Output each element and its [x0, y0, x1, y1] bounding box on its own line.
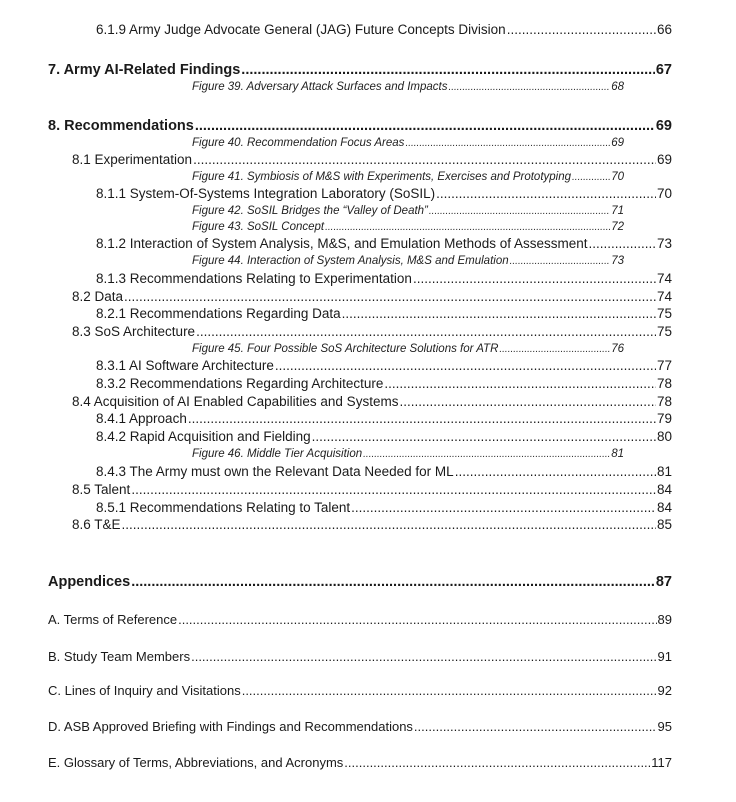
toc-entry-8-5[interactable] [72, 481, 672, 499]
toc-entry-8-1-1[interactable] [96, 185, 672, 203]
toc-entry-title: 8.5 Talent [72, 482, 131, 497]
toc-figure-title: Figure 40. Recommendation Focus Areas [192, 137, 405, 149]
toc-entry-page: 75 [656, 306, 672, 321]
toc-entry-page: 75 [656, 324, 672, 339]
toc-figure-page: 69 [611, 137, 624, 149]
leader-dots [413, 270, 656, 288]
toc-entry-page: 77 [656, 358, 672, 373]
toc-figure-page: 72 [611, 221, 624, 233]
toc-entry-title: 8.2.1 Recommendations Regarding Data [96, 306, 341, 321]
toc-entry-page: 81 [656, 464, 672, 479]
toc-appendix-title: C. Lines of Inquiry and Visitations [48, 683, 241, 698]
leader-dots [436, 185, 656, 203]
toc-entry-8-3[interactable] [72, 323, 672, 341]
toc-entry-8-2[interactable] [72, 288, 672, 306]
toc-appendix-page: 95 [657, 719, 672, 734]
leader-dots [312, 428, 656, 446]
toc-section-page: 87 [655, 574, 672, 590]
leader-dots [131, 572, 655, 592]
toc-entry-page: 78 [656, 394, 672, 409]
toc-entry-8-5-1[interactable] [96, 499, 672, 517]
leader-dots [325, 220, 610, 235]
toc-entry-page: 69 [656, 152, 672, 167]
toc-section-title: 8. Recommendations [48, 118, 194, 134]
leader-dots [405, 136, 610, 151]
toc-entry-8-1-2[interactable] [96, 235, 672, 253]
toc-entry-title: 8.1.3 Recommendations Relating to Experimentation [96, 271, 412, 286]
toc-figure-43[interactable] [192, 220, 624, 235]
toc-section-appendices[interactable] [48, 572, 672, 592]
leader-dots [572, 170, 610, 185]
leader-dots [193, 151, 656, 169]
toc-entry-page: 84 [656, 500, 672, 515]
leader-dots [188, 410, 656, 428]
toc-entry-8-1[interactable] [72, 151, 672, 169]
toc-entry-title: 8.1.2 Interaction of System Analysis, M&S, and Emulation Methods of Assessment [96, 236, 588, 251]
leader-dots [455, 463, 656, 481]
toc-entry-page: 78 [656, 376, 672, 391]
leader-dots [131, 481, 656, 499]
toc-entry-page: 85 [656, 517, 672, 532]
toc-figure-page: 71 [611, 205, 624, 217]
toc-figure-page: 81 [611, 448, 624, 460]
toc-entry-8-1-3[interactable] [96, 270, 672, 288]
toc-entry-title: 8.1 Experimentation [72, 152, 193, 167]
toc-figure-title: Figure 46. Middle Tier Acquisition [192, 448, 363, 460]
leader-dots [384, 375, 656, 393]
toc-appendix-page: 117 [651, 755, 672, 770]
toc-figure-page: 68 [611, 81, 624, 93]
toc-section-page: 67 [655, 62, 672, 78]
toc-figure-page: 73 [611, 255, 624, 267]
leader-dots [507, 21, 656, 39]
toc-entry-title: 8.5.1 Recommendations Relating to Talent [96, 500, 351, 515]
toc-entry-8-3-1[interactable] [96, 357, 672, 375]
toc-entry-8-4-2[interactable] [96, 428, 672, 446]
toc-figure-title: Figure 41. Symbiosis of M&S with Experiments, Exercises and Prototyping [192, 171, 572, 183]
toc-entry-title: 8.2 Data [72, 289, 124, 304]
leader-dots [275, 357, 656, 375]
toc-figure-46[interactable] [192, 447, 624, 462]
toc-entry-title: 6.1.9 Army Judge Advocate General (JAG) Future Concepts Division [96, 22, 506, 37]
toc-section-8[interactable] [48, 116, 672, 136]
toc-figure-41[interactable] [192, 170, 624, 185]
leader-dots [344, 754, 650, 772]
toc-appendix-title: E. Glossary of Terms, Abbreviations, and Acronyms [48, 755, 344, 770]
toc-figure-page: 70 [611, 171, 624, 183]
toc-entry-title: 8.3.1 AI Software Architecture [96, 358, 274, 373]
toc-entry-page: 74 [656, 289, 672, 304]
toc-appendix-c[interactable] [48, 682, 672, 700]
toc-entry-page: 66 [656, 22, 672, 37]
toc-appendix-title: A. Terms of Reference [48, 612, 178, 627]
toc-entry-8-4-3[interactable] [96, 463, 672, 481]
leader-dots [414, 718, 657, 736]
leader-dots [448, 80, 610, 95]
toc-appendix-a[interactable] [48, 611, 672, 629]
toc-entry-8-6[interactable] [72, 516, 672, 534]
leader-dots [351, 499, 656, 517]
toc-entry-title: 8.1.1 System-Of-Systems Integration Laboratory (SoSIL) [96, 186, 436, 201]
toc-entry-8-4[interactable] [72, 393, 672, 411]
toc-appendix-d[interactable] [48, 718, 672, 736]
toc-section-7[interactable] [48, 60, 672, 80]
toc-entry-8-2-1[interactable] [96, 305, 672, 323]
toc-figure-title: Figure 43. SoSIL Concept [192, 221, 325, 233]
toc-section-page: 69 [655, 118, 672, 134]
leader-dots [510, 254, 611, 269]
leader-dots [399, 393, 656, 411]
leader-dots [195, 116, 655, 136]
toc-figure-44[interactable] [192, 254, 624, 269]
toc-section-title: 7. Army AI-Related Findings [48, 62, 241, 78]
leader-dots [342, 305, 656, 323]
toc-figure-title: Figure 45. Four Possible SoS Architecture Solutions for ATR [192, 343, 499, 355]
leader-dots [363, 447, 610, 462]
toc-entry-title: 8.4.3 The Army must own the Relevant Data Needed for ML [96, 464, 454, 479]
toc-section-title: Appendices [48, 574, 131, 590]
toc-entry-page: 84 [656, 482, 672, 497]
leader-dots [241, 60, 655, 80]
toc-entry-page: 80 [656, 429, 672, 444]
toc-figure-title: Figure 39. Adversary Attack Surfaces and Impacts [192, 81, 448, 93]
leader-dots [196, 323, 656, 341]
toc-figure-title: Figure 44. Interaction of System Analysis, M&S and Emulation [192, 255, 509, 267]
leader-dots [124, 288, 656, 306]
leader-dots [429, 204, 610, 219]
toc-entry-8-3-2[interactable] [96, 375, 672, 393]
leader-dots [122, 516, 656, 534]
toc-entry-page: 73 [656, 236, 672, 251]
toc-entry-6-1-9[interactable] [96, 21, 672, 39]
toc-figure-45[interactable] [192, 342, 624, 357]
toc-figure-title: Figure 42. SoSIL Bridges the “Valley of Death” [192, 205, 428, 217]
toc-figure-40[interactable] [192, 136, 624, 151]
toc-appendix-page: 91 [657, 649, 672, 664]
leader-dots [242, 682, 657, 700]
toc-entry-page: 74 [656, 271, 672, 286]
leader-dots [499, 342, 610, 357]
toc-entry-page: 70 [656, 186, 672, 201]
toc-entry-title: 8.3 SoS Architecture [72, 324, 196, 339]
toc-appendix-page: 89 [657, 612, 672, 627]
toc-entry-title: 8.3.2 Recommendations Regarding Architecture [96, 376, 384, 391]
toc-entry-title: 8.6 T&E [72, 517, 121, 532]
toc-appendix-page: 92 [657, 683, 672, 698]
toc-entry-title: 8.4.1 Approach [96, 411, 187, 426]
toc-entry-title: 8.4.2 Rapid Acquisition and Fielding [96, 429, 311, 444]
toc-appendix-title: D. ASB Approved Briefing with Findings and Recommendations [48, 719, 413, 734]
toc-entry-page: 79 [656, 411, 672, 426]
leader-dots [178, 611, 656, 629]
leader-dots [589, 235, 656, 253]
toc-figure-42[interactable] [192, 204, 624, 219]
toc-figure-39[interactable] [192, 80, 624, 95]
leader-dots [191, 648, 656, 666]
toc-appendix-b[interactable] [48, 648, 672, 666]
toc-entry-title: 8.4 Acquisition of AI Enabled Capabilities and Systems [72, 394, 399, 409]
toc-figure-page: 76 [611, 343, 624, 355]
toc-appendix-e[interactable] [48, 754, 672, 772]
toc-entry-8-4-1[interactable] [96, 410, 672, 428]
toc-appendix-title: B. Study Team Members [48, 649, 191, 664]
